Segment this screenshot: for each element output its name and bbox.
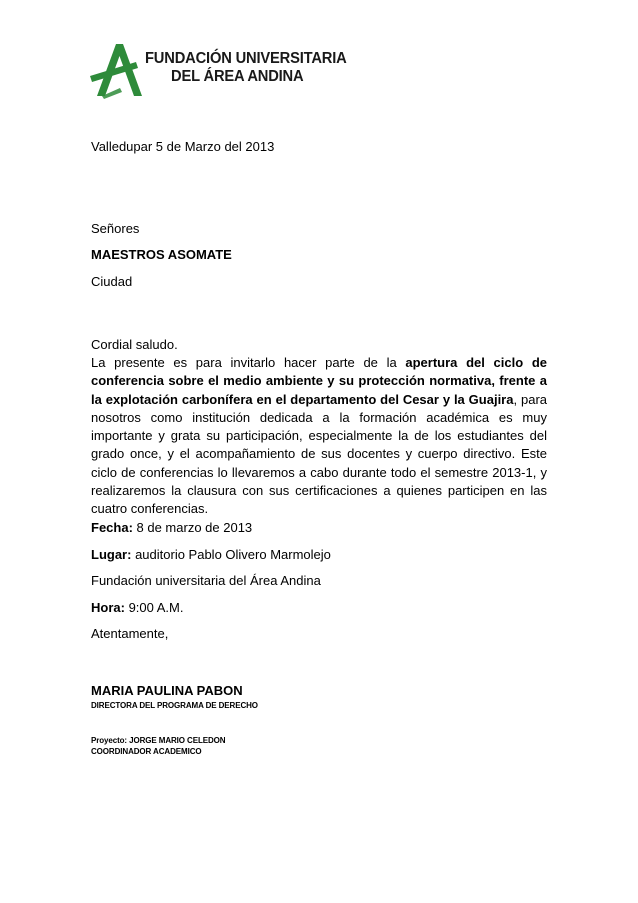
project-credit [91,735,547,757]
event-time [91,599,547,617]
body-paragraph [91,354,547,519]
lugar-label: Lugar: [91,547,132,562]
signer-title: DIRECTORA DEL PROGRAMA DE DERECHO [91,701,258,710]
body-highlight: apertura del ciclo de conferencia sobre el medio ambiente y su protección normativa, frente a la explotación carbonífera en el departamento del Cesar y la Guajira [91,355,547,407]
fecha-label: Fecha: [91,520,133,535]
recipient-name: MAESTROS ASOMATE [91,247,232,262]
date-line: Valledupar 5 de Marzo del 2013 [91,139,275,154]
salutation-to: Señores [91,221,140,236]
event-institution: Fundación universitaria del Área Andina [91,573,321,588]
logo-line-1: FUNDACIÓN UNIVERSITARIA [145,50,347,67]
andina-a-logo-icon [90,42,146,100]
greeting: Cordial saludo. [91,337,178,352]
logo-wordmark [145,50,364,86]
event-date [91,519,547,537]
hora-value: 9:00 A.M. [124,600,184,615]
body-intro: La presente es para invitarlo hacer parte de la [91,355,406,370]
project-line-1: Proyecto: JORGE MARIO CELEDON [91,736,226,745]
event-place [91,546,547,564]
institution-logo [90,42,347,102]
closing: Atentamente, [91,626,169,641]
recipient-city: Ciudad [91,274,133,289]
signer-name: MARIA PAULINA PABON [91,683,243,698]
project-line-2: COORDINADOR ACADEMICO [91,747,202,756]
lugar-value: auditorio Pablo Olivero Marmolejo [131,547,331,562]
fecha-value: 8 de marzo de 2013 [132,520,253,535]
hora-label: Hora: [91,600,125,615]
body-rest: , para nosotros como institución dedicada a la formación académica es muy importante y grata su participación, especialmente la de los estudiantes del grado once, y el acompañamiento de sus docentes y cuerpo directivo. Este ciclo de conferencias lo llevaremos a cabo durante todo el semestre 2013-1, y realizaremos la clausura con sus certificaciones a quienes participen en las cuatro conferencias. [91,391,547,517]
logo-line-2: DEL ÁREA ANDINA [171,68,304,85]
